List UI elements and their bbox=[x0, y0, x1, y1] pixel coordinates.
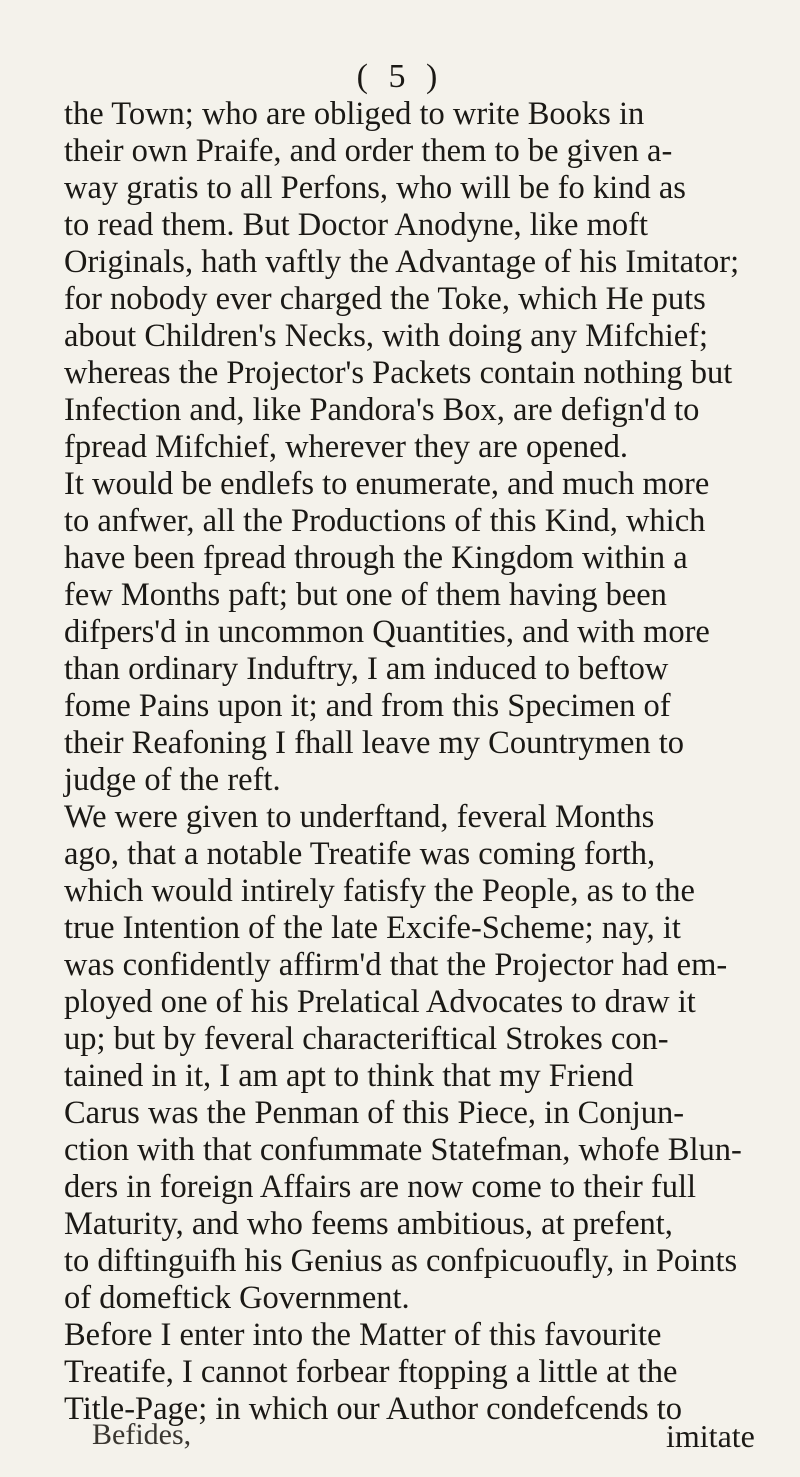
text-line: difpers'd in uncommon Quantities, and with more bbox=[64, 614, 710, 650]
text-line: than ordinary Induftry, I am induced to beftow bbox=[64, 651, 669, 687]
text-line: about Children's Necks, with doing any Mifchief; bbox=[64, 318, 709, 354]
text-line: was confidently affirm'd that the Projector had em- bbox=[64, 947, 728, 983]
text-line: Originals, hath vaftly the Advantage of his Imitator; bbox=[64, 244, 740, 280]
text-line: Carus was the Penman of this Piece, in Conjun- bbox=[64, 1095, 685, 1131]
text-line: which would intirely fatisfy the People, as to the bbox=[64, 873, 695, 909]
signature-mark: Befides, bbox=[92, 1418, 192, 1451]
text-line: ployed one of his Prelatical Advocates to draw it bbox=[64, 984, 696, 1020]
text-line: Maturity, and who feems ambitious, at prefent, bbox=[64, 1206, 673, 1242]
page-number: ( 5 ) bbox=[356, 58, 444, 95]
text-line: We were given to underftand, feveral Months bbox=[64, 799, 655, 835]
text-line: their own Praife, and order them to be given a- bbox=[64, 133, 673, 169]
text-line: whereas the Projector's Packets contain nothing but bbox=[64, 355, 733, 391]
text-line: ction with that confummate Statefman, whofe Blun- bbox=[64, 1132, 742, 1168]
text-line: have been fpread through the Kingdom within a bbox=[64, 540, 688, 576]
text-line: fpread Mifchief, wherever they are opened. bbox=[64, 429, 628, 465]
text-line: their Reafoning I fhall leave my Countrymen to bbox=[64, 725, 685, 761]
text-line: Title-Page; in which our Author condefcends to bbox=[64, 1391, 683, 1427]
text-line: fome Pains upon it; and from this Specimen of bbox=[64, 688, 671, 724]
text-line: It would be endlefs to enumerate, and much more bbox=[64, 466, 710, 502]
text-line: ders in foreign Affairs are now come to their full bbox=[64, 1169, 697, 1205]
text-line: Treatife, I cannot forbear ftopping a little at the bbox=[64, 1354, 678, 1390]
text-line: up; but by feveral characteriftical Strokes con- bbox=[64, 1021, 669, 1057]
catchword: imitate bbox=[666, 1418, 755, 1454]
text-line: Infection and, like Pandora's Box, are defign'd to bbox=[64, 392, 700, 428]
text-line: the Town; who are obliged to write Books in bbox=[64, 96, 645, 132]
text-line: to read them. But Doctor Anodyne, like moft bbox=[64, 207, 648, 243]
text-line: few Months paft; but one of them having been bbox=[64, 577, 667, 613]
text-line: ago, that a notable Treatife was coming forth, bbox=[64, 836, 656, 872]
text-line: judge of the reft. bbox=[64, 762, 281, 798]
text-line: way gratis to all Perfons, who will be fo kind as bbox=[64, 170, 686, 206]
text-line: of domeftick Government. bbox=[64, 1280, 410, 1316]
text-line: to diftinguifh his Genius as confpicuoufly, in Points bbox=[64, 1243, 738, 1279]
text-line: for nobody ever charged the Toke, which He puts bbox=[64, 281, 706, 317]
text-line: tained in it, I am apt to think that my Friend bbox=[64, 1058, 634, 1094]
text-line: true Intention of the late Excife-Scheme; nay, it bbox=[64, 910, 681, 946]
text-line: to anfwer, all the Productions of this Kind, which bbox=[64, 503, 706, 539]
text-line: Before I enter into the Matter of this favourite bbox=[64, 1317, 662, 1353]
